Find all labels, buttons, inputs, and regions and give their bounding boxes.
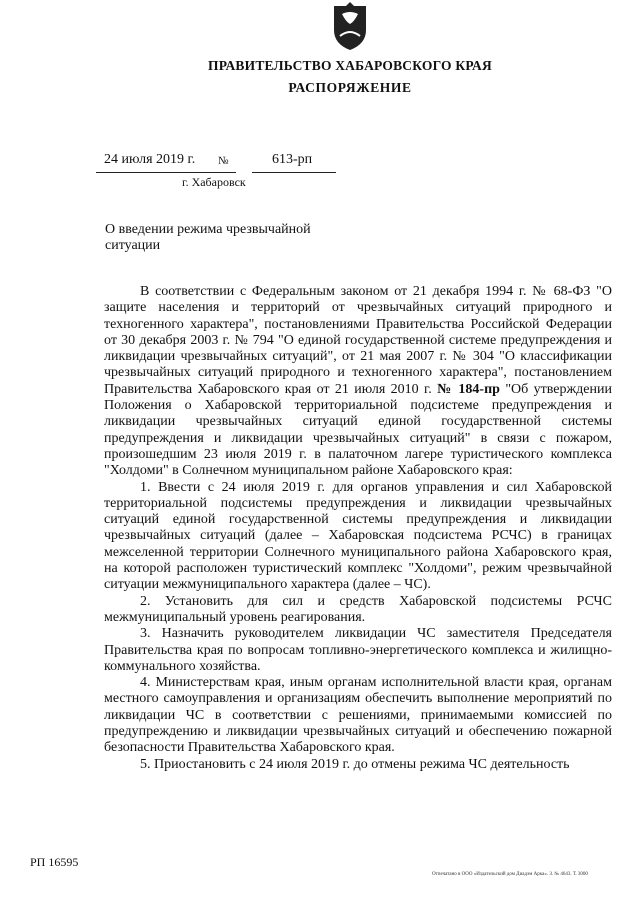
preamble-number-bold: № 184-пр [437,381,500,397]
document-code: РП 16595 [30,855,79,869]
document-date: 24 июля 2019 г. [104,152,196,167]
number-underline [252,172,336,173]
preamble-paragraph [104,284,612,480]
clause-2: 2. Установить для сил и средств Хабаровской подсистемы РСЧС межмуниципальный уровень реагирования. [104,593,612,625]
date-underline [96,172,236,173]
clause-5: 5. Приостановить с 24 июля 2019 г. до отмены режима ЧС деятельность [140,756,570,772]
number-sign: № [218,155,229,167]
preamble-text-b: "Об утверждении Положения о Хабаровской территориальной подсистеме предупреждения и ликвидации чрезвычайных ситуаций единой государственной системы предупреждения и ликвидации чрезвычайных ситуаций" в связи с пожаром, произошедшим 23 июля 2019 г. в палаточном лагере туристического комплекса "Холдоми" в Солнечном муниципальном районе Хабаровского края: [104,381,612,479]
clause-1: 1. Ввести с 24 июля 2019 г. для органов управления и сил Хабаровской территориальной подсистемы предупреждения и ликвидации чрезвычайных ситуаций единой государственной системы предупреждения и ликвидации чрезвычайных ситуаций (далее – Хабаровская подсистема РСЧС) в границах межселенной территории Солнечного муниципального района Хабаровского края, на которой расположен туристический комплекс "Холдоми", режим чрезвычайной ситуации межмуниципального характера (далее – ЧС). [104,479,612,593]
document-subject: О введении режима чрезвычайной ситуации [105,222,311,253]
clause-4: 4. Министерствам края, иным органам исполнительной власти края, органам местного самоуправления и организациям обеспечить выполнение мероприятий по ликвидации ЧС в соответствии с решениями, принимаемыми комиссией по предупреждению и ликвидации чрезвычайных ситуаций и обеспечению пожарной безопасности Правительства Хабаровского края. [104,675,612,756]
clause-3: 3. Назначить руководителем ликвидации ЧС заместителя Председателя Правительства края по вопросам топливно-энергетического комплекса и жилищно-коммунального хозяйства. [104,626,612,674]
printer-note: Отпечатано в ООО «Издательский дом Диадэм Арка». З. № 4643. Т. 3000 [432,872,588,877]
organization-name: ПРАВИТЕЛЬСТВО ХАБАРОВСКОГО КРАЯ [208,58,492,73]
city: г. Хабаровск [182,175,246,189]
document-number: 613-рп [272,152,313,167]
coat-of-arms-icon [330,2,370,52]
document-type: РАСПОРЯЖЕНИЕ [288,80,412,95]
document-body [104,284,612,773]
preamble-text-a: В соответствии с Федеральным законом от 21 декабря 1994 г. № 68-ФЗ "О защите населения и территорий от чрезвычайных ситуаций природного и техногенного характера", постановлениями Правительства Российской Федерации от 30 декабря 2003 г. № 794 "О единой государственной системе предупреждения и ликвидации чрезвычайных ситуаций", от 21 мая 2007 г. № 304 "О классификации чрезвычайных ситуаций природного и техногенного характера", постановлением Правительства Хабаровского края от 21 июля 2010 г. [104,284,612,397]
